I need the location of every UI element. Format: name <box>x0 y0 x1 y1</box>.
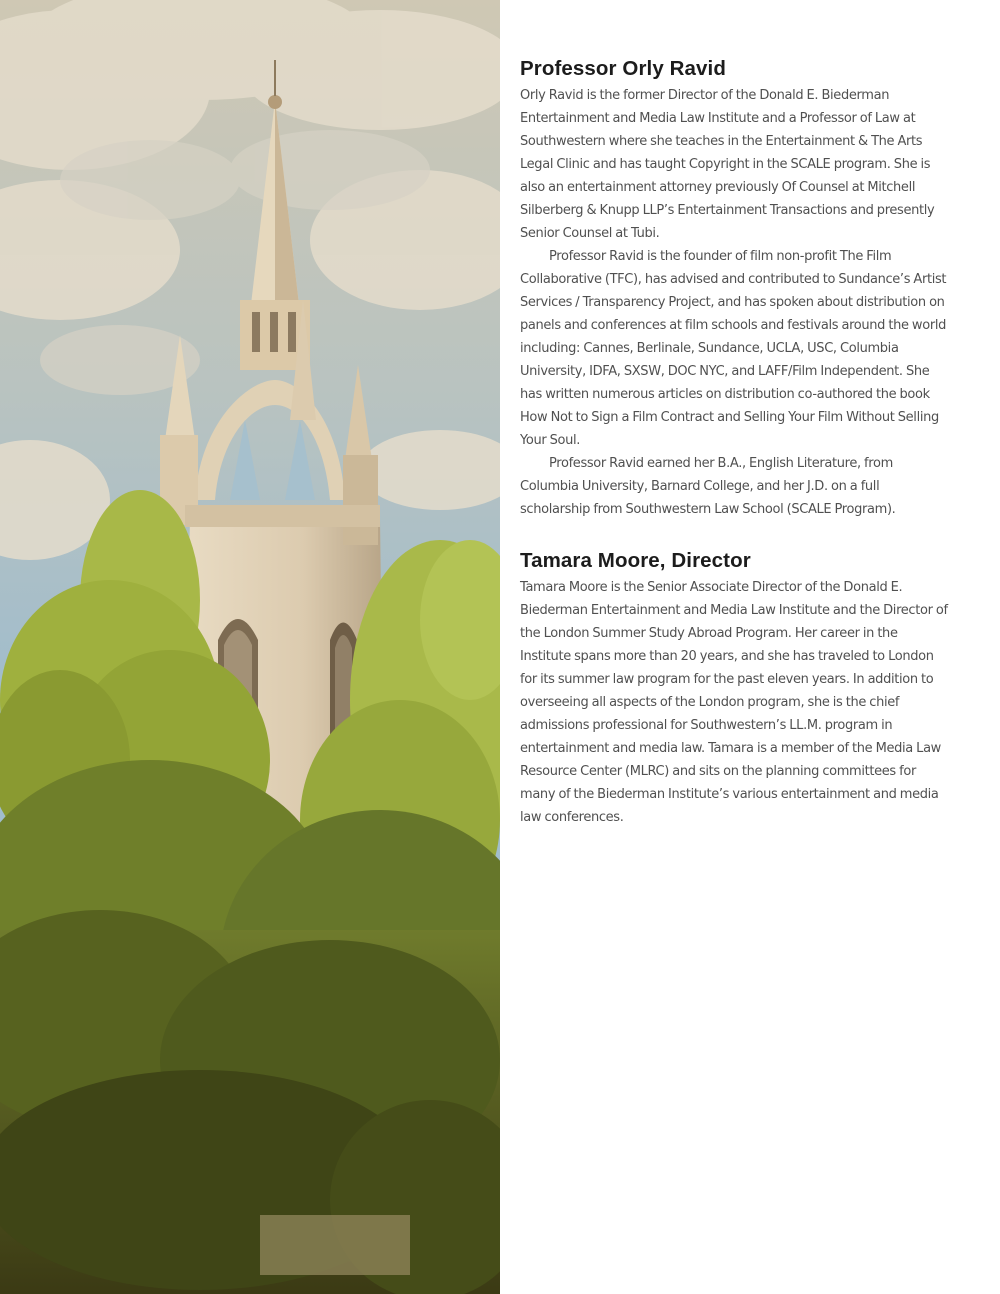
bio-paragraph: Orly Ravid is the former Director of the Donald E. Biederman Entertainment and Media Law Institute and a Professor of Law at Southwestern where she teaches in the Entertainment & The Arts Legal Clinic and has taught Copyright in the SCALE program. She is also an entertainment attorney previously Of Counsel at Mitchell Silberberg & Knupp LLP’s Entertainment Transactions and presently Senior Counsel at Tubi. <box>520 88 935 241</box>
bio-paragraph: Tamara Moore is the Senior Associate Director of the Donald E. Biederman Entertainment and Media Law Institute and the Director of the London Summer Study Abroad Program. Her career in the Institute spans more than 20 years, and she has traveled to London for its summer law program for the past eleven years. In addition to overseeing all aspects of the London program, she is the chief admissions professional for Southwestern’s LL.M. program in entertainment and media law. Tamara is a member of the Media Law Resource Center (MLRC) and sits on the planning committees for many of the Biederman Institute’s various entertainment and media law conferences. <box>520 580 948 825</box>
bio-orly-ravid <box>520 55 950 521</box>
bio-name: Professor Orly Ravid <box>520 57 726 80</box>
bio-tamara-moore <box>520 547 950 829</box>
bio-paragraph: Professor Ravid earned her B.A., English Literature, from Columbia University, Barnard College, and her J.D. on a full scholarship from Southwestern Law School (SCALE Program). <box>520 456 896 517</box>
bio-name: Tamara Moore, Director <box>520 549 751 572</box>
bios-column <box>520 55 950 829</box>
bio-paragraph: Professor Ravid is the founder of film non-profit The Film Collaborative (TFC), has advised and contributed to Sundance’s Artist Services / Transparency Project, and has spoken about distribution on panels and conferences at film schools and festivals around the world including: Cannes, Berlinale, Sundance, UCLA, USC, Columbia University, IDFA, SXSW, DOC NYC, and LAFF/Film Independent. She has written numerous articles on distribution co-authored the book How Not to Sign a Film Contract and Selling Your Film Without Selling Your Soul. <box>520 249 947 448</box>
